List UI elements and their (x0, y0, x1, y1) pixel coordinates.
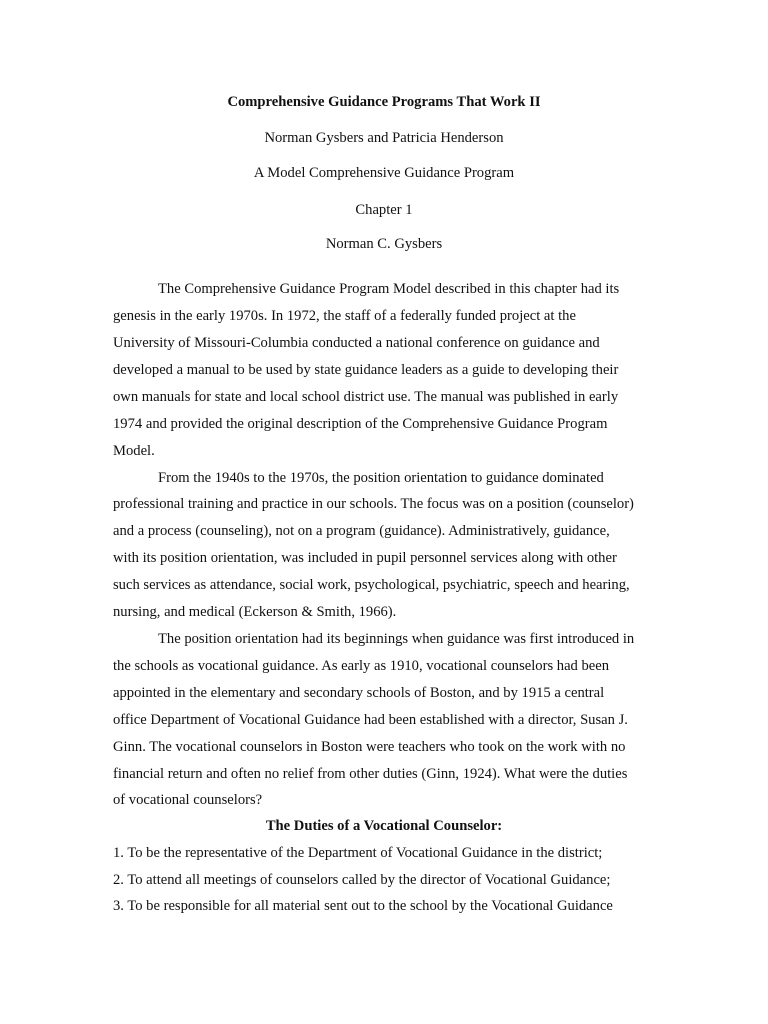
text-line: and a process (counseling), not on a program (guidance). Administratively, guidance, (113, 523, 610, 539)
text-line: such services as attendance, social work, psychological, psychiatric, speech and hearing, (113, 577, 630, 593)
text-line: of vocational counselors? (113, 792, 263, 808)
text-line: appointed in the elementary and secondary schools of Boston, and by 1915 a central (113, 685, 605, 701)
text-line: office Department of Vocational Guidance had been established with a director, Susan J. (113, 712, 628, 728)
text-line: genesis in the early 1970s. In 1972, the staff of a federally funded project at the (113, 308, 576, 324)
document-title: Comprehensive Guidance Programs That Work II (227, 94, 541, 110)
section-heading: The Duties of a Vocational Counselor: (265, 818, 503, 834)
text-line: The position orientation had its beginnings when guidance was first introduced in (158, 631, 635, 647)
document-authors: Norman Gysbers and Patricia Henderson (264, 130, 504, 146)
text-line: From the 1940s to the 1970s, the position orientation to guidance dominated (158, 470, 604, 486)
list-item: 1. To be the representative of the Department of Vocational Guidance in the district; (113, 845, 603, 861)
text-line: with its position orientation, was included in pupil personnel services along with other (113, 550, 617, 566)
text-line: The Comprehensive Guidance Program Model described in this chapter had its (158, 281, 620, 297)
text-line: 1974 and provided the original description of the Comprehensive Guidance Program (113, 416, 608, 432)
text-line: Ginn. The vocational counselors in Boston were teachers who took on the work with no (113, 739, 626, 755)
text-line: financial return and often no relief from other duties (Ginn, 1924). What were the duties (113, 766, 628, 782)
text-line: own manuals for state and local school district use. The manual was published in early (113, 389, 619, 405)
text-line: professional training and practice in our schools. The focus was on a position (counselor) (113, 496, 634, 512)
list-item: 2. To attend all meetings of counselors called by the director of Vocational Guidance; (113, 872, 611, 888)
text-line: the schools as vocational guidance. As early as 1910, vocational counselors had been (113, 658, 610, 674)
text-line: University of Missouri-Columbia conducted a national conference on guidance and (113, 335, 600, 351)
text-line: Model. (113, 443, 155, 459)
chapter-label: Chapter 1 (355, 202, 413, 218)
list-item: 3. To be responsible for all material sent out to the school by the Vocational Guidance (113, 898, 613, 914)
text-line: developed a manual to be used by state guidance leaders as a guide to developing their (113, 362, 619, 378)
chapter-author: Norman C. Gysbers (325, 236, 443, 252)
document-subtitle: A Model Comprehensive Guidance Program (253, 165, 515, 181)
text-line: nursing, and medical (Eckerson & Smith, 1966). (113, 604, 397, 620)
